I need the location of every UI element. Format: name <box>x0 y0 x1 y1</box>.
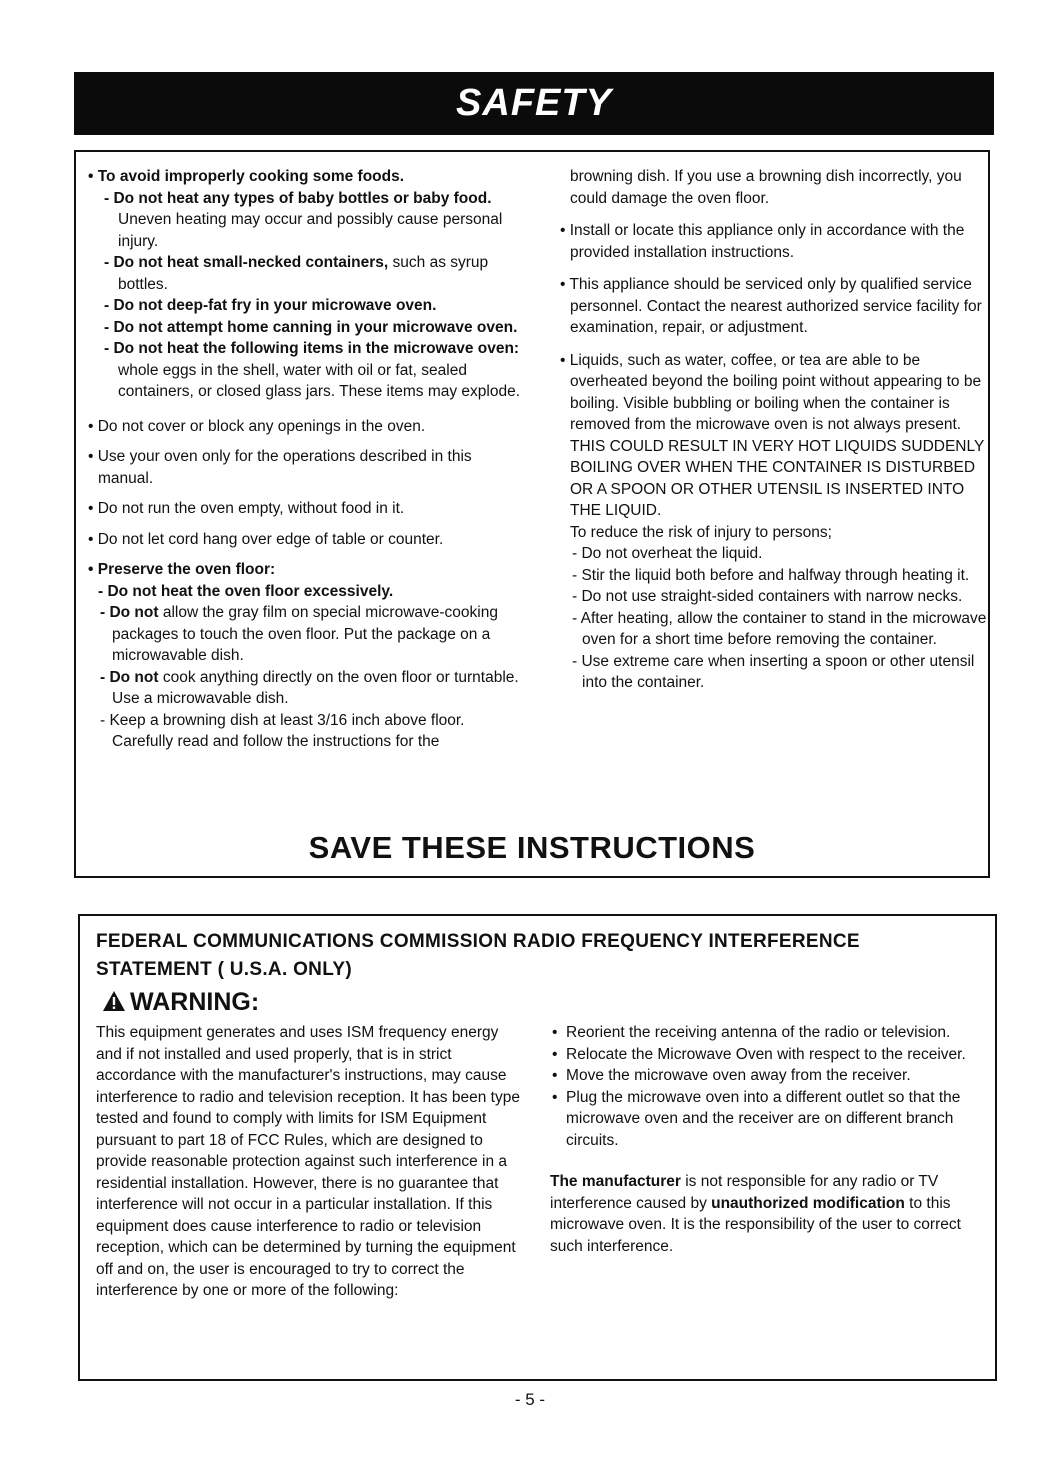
liquid-tip: - Use extreme care when inserting a spoon or other utensil into the container. <box>572 652 975 691</box>
fcc-remedy-list <box>550 1022 990 1151</box>
fcc-box <box>78 914 997 1381</box>
hot-liquid-caps-warning: THIS COULD RESULT IN VERY HOT LIQUIDS SUDDENLY BOILING OVER WHEN THE CONTAINER IS DISTURBED OR A SPOON OR OTHER UTENSIL IS INSERTED INTO THE LIQUID. <box>570 437 985 519</box>
service-item: • This appliance should be serviced only by qualified service personnel. Contact the nearest authorized service facility for examination, repair, or adjustment. <box>560 276 982 336</box>
food-warning-heading: • To avoid improperly cooking some foods. <box>88 168 405 185</box>
safety-box <box>74 150 990 878</box>
fcc-remedy-item: • Move the microwave oven away from the receiver. <box>552 1067 911 1084</box>
liquid-tip: - Stir the liquid both before and halfway through heating it. <box>572 566 970 584</box>
fcc-title: FEDERAL COMMUNICATIONS COMMISSION RADIO FREQUENCY INTERFERENCE STATEMENT ( U.S.A. ONLY) <box>96 931 860 980</box>
save-instructions-title: SAVE THESE INSTRUCTIONS <box>308 830 756 865</box>
cover-openings-item: • Do not cover or block any openings in the oven. <box>88 417 426 435</box>
use-oven-item: • Use your oven only for the operations described in this manual. <box>88 448 472 487</box>
liquids-item: • Liquids, such as water, coffee, or tea are able to be overheated beyond the boiling point without appearing to be boiling. Visible bubbling or boiling when the container is removed from the microwave oven is not always present. <box>560 351 982 433</box>
cord-item: • Do not let cord hang over edge of table or counter. <box>88 530 444 548</box>
oven-floor-heading: • Preserve the oven floor: <box>88 561 276 578</box>
run-empty-item: • Do not run the oven empty, without food in it. <box>88 500 405 517</box>
liquid-tips-list <box>560 543 988 694</box>
small-neck-warning: - Do not heat small-necked containers, such as syrup bottles. <box>104 254 489 293</box>
reduce-risk-text: To reduce the risk of injury to persons; <box>570 523 832 541</box>
page-title: SAFETY <box>456 82 612 124</box>
fcc-remedy-item: • Reorient the receiving antenna of the radio or television. <box>552 1024 951 1041</box>
warning-label: WARNING: <box>130 988 260 1016</box>
fcc-remedy-item: • Plug the microwave oven into a different outlet so that the microwave oven and the receiver are on different branch circuits. <box>552 1088 961 1149</box>
explode-items-warning: - Do not heat the following items in the microwave oven: whole eggs in the shell, water with oil or fat, sealed containers, or closed glass jars. These items may explode. <box>104 340 521 400</box>
fcc-left-column <box>96 1022 526 1302</box>
fcc-right-column <box>550 1022 990 1257</box>
warning-heading <box>102 988 259 1017</box>
deep-fat-warning: - Do not deep-fat fry in your microwave oven. <box>104 297 437 314</box>
safety-left-column <box>88 166 528 753</box>
liquid-tip: - Do not use straight-sided containers with narrow necks. <box>572 588 963 605</box>
safety-banner <box>74 72 994 135</box>
browning-dish-continued: browning dish. If you use a browning dish incorrectly, you could damage the oven floor. <box>570 168 962 207</box>
liquid-tip: - Do not overheat the liquid. <box>572 545 763 562</box>
install-item: • Install or locate this appliance only in accordance with the provided installation instructions. <box>560 222 965 261</box>
gray-film-warning: - Do not allow the gray film on special microwave-cooking packages to touch the oven floor. Put the package on a microwavable dish. <box>100 604 498 664</box>
page-number: - 5 - <box>514 1390 546 1409</box>
floor-heat-warning: - Do not heat the oven floor excessively. <box>98 582 394 600</box>
fcc-remedy-item: • Relocate the Microwave Oven with respect to the receiver. <box>552 1045 966 1063</box>
manufacturer-responsibility: The manufacturer is not responsible for any radio or TV interference caused by unauthorized modification to this microwave oven. It is the responsibility of the user to correct such interference. <box>550 1173 961 1255</box>
safety-right-column <box>560 166 988 694</box>
warning-triangle-icon <box>102 990 126 1012</box>
cook-floor-warning: - Do not cook anything directly on the oven floor or turntable. Use a microwavable dish. <box>100 668 519 707</box>
liquid-tip: - After heating, allow the container to stand in the microwave oven for a short time before removing the container. <box>572 609 987 648</box>
baby-bottle-warning: - Do not heat any types of baby bottles or baby food. Uneven heating may occur and possibly cause personal injury. <box>104 189 503 250</box>
fcc-body-text: This equipment generates and uses ISM frequency energy and if not installed and used properly, that is in strict accordance with the manufacturer's instructions, may cause interference to radio and television reception. It has been type tested and found to comply with limits for ISM Equipment pursuant to part 18 of FCC Rules, which are designed to provide reasonable protection against such interference in a residential installation. However, there is no guarantee that interference will not occur in a particular installation. If this equipment does cause interference to radio or television reception, which can be determined by turning the equipment off and on, the user is encouraged to try to correct the interference by one or more of the following: <box>96 1024 520 1299</box>
canning-warning: - Do not attempt home canning in your microwave oven. <box>104 318 518 336</box>
browning-dish-item: - Keep a browning dish at least 3/16 inch above floor. Carefully read and follow the instructions for the <box>100 711 465 750</box>
